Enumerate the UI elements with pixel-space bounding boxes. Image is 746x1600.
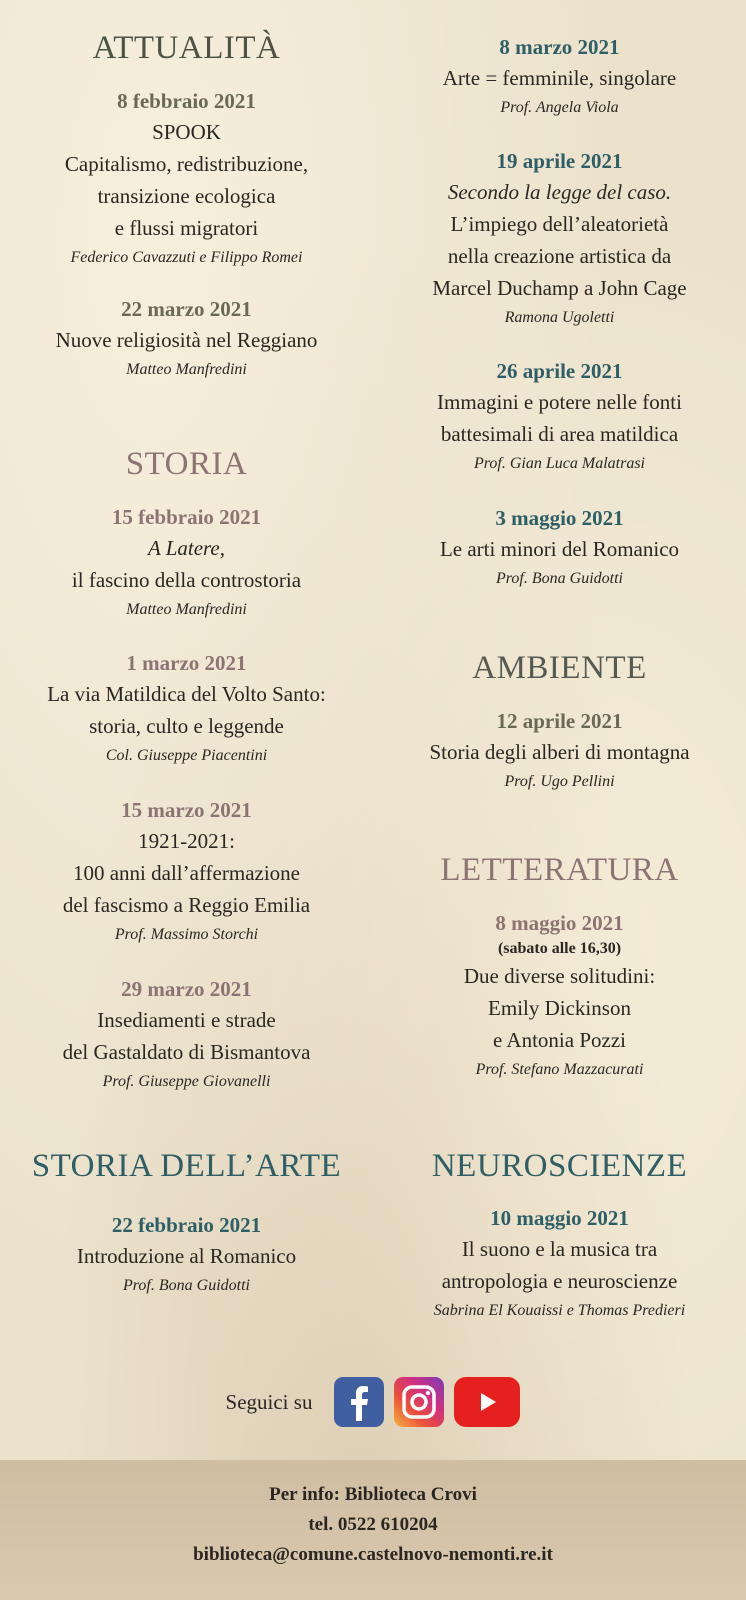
section-heading-letteratura: LETTERATURA — [440, 852, 679, 888]
event-author: Prof. Stefano Mazzacurati — [475, 1061, 644, 1078]
event-title-line: Emily Dickinson — [488, 996, 631, 1020]
section-heading-storia: STORIA — [125, 446, 248, 482]
section-heading-attualita: ATTUALITÀ — [92, 30, 281, 66]
event-author: Prof. Bona Guidotti — [123, 1277, 250, 1294]
event-title — [0, 324, 373, 356]
event-title-line: e Antonia Pozzi — [493, 1028, 626, 1052]
event-date: 29 marzo 2021 — [121, 977, 252, 1001]
event-title-line: Il suono e la musica tra — [461, 1237, 658, 1261]
event-title-line: Storia degli alberi di montagna — [429, 740, 690, 764]
event-title — [373, 386, 746, 450]
event-title-line: L’impiego dell’aleatorietà — [450, 212, 669, 236]
event-title-line: 1921-2021: — [138, 829, 235, 853]
event-date: 3 maggio 2021 — [495, 506, 624, 530]
event-note: (sabato alle 16,30) — [497, 940, 622, 957]
event-author: Prof. Giuseppe Giovanelli — [102, 1073, 271, 1090]
event-author: Prof. Ugo Pellini — [504, 773, 615, 790]
event-author: Prof. Angela Viola — [500, 99, 619, 116]
event-title-line: Arte = femminile, singolare — [442, 66, 677, 90]
event-title-line: Capitalismo, redistribuzione, — [64, 152, 309, 176]
event-title — [0, 116, 373, 244]
section-heading-neuroscienze: NEUROSCIENZE — [431, 1148, 688, 1184]
event-title-line: antropologia e neuroscienze — [441, 1269, 678, 1293]
event-date: 1 marzo 2021 — [126, 651, 247, 675]
instagram-icon[interactable] — [394, 1377, 444, 1427]
event-item — [0, 1210, 373, 1300]
facebook-icon[interactable] — [334, 1377, 384, 1427]
event-title-line: A Latere, — [148, 536, 225, 560]
event-title-line: storia, culto e leggende — [89, 714, 284, 738]
event-item — [0, 648, 373, 770]
event-date: 15 marzo 2021 — [121, 798, 252, 822]
event-author: Federico Cavazzuti e Filippo Romei — [70, 249, 303, 266]
event-title-line: 100 anni dall’affermazione — [72, 861, 300, 885]
youtube-icon[interactable] — [454, 1377, 520, 1427]
event-item — [373, 503, 746, 593]
footer-email: biblioteca@comune.castelnovo-nemonti.re.it — [193, 1544, 553, 1565]
event-title — [373, 176, 746, 304]
event-date: 8 marzo 2021 — [499, 35, 620, 59]
event-date: 26 aprile 2021 — [496, 359, 623, 383]
event-title-line: Nuove religiosità nel Reggiano — [55, 328, 318, 352]
footer-info — [0, 1460, 746, 1600]
event-date: 8 febbraio 2021 — [117, 89, 256, 113]
event-date: 8 maggio 2021 — [495, 911, 624, 935]
event-title-line: e flussi migratori — [114, 216, 259, 240]
event-author: Matteo Manfredini — [126, 361, 247, 378]
event-title-line: il fascino della controstoria — [71, 568, 302, 592]
event-date: 12 aprile 2021 — [496, 709, 623, 733]
event-item — [0, 974, 373, 1096]
event-date: 10 maggio 2021 — [490, 1206, 629, 1230]
event-title — [373, 736, 746, 768]
event-item — [0, 294, 373, 384]
footer-info-line: Per info: Biblioteca Crovi — [269, 1484, 477, 1505]
event-title — [0, 1004, 373, 1068]
event-title — [0, 1240, 373, 1272]
event-title — [373, 533, 746, 565]
section-heading-storia-arte: STORIA DELL’ARTE — [31, 1148, 342, 1184]
event-title-line: Secondo la legge del caso. — [447, 180, 672, 204]
event-title-line: del fascismo a Reggio Emilia — [62, 893, 311, 917]
event-title — [373, 960, 746, 1056]
event-date: 15 febbraio 2021 — [111, 505, 262, 529]
event-title-line: La via Matildica del Volto Santo: — [47, 682, 326, 706]
event-title — [373, 1233, 746, 1297]
event-item — [373, 146, 746, 332]
event-author: Sabrina El Kouaissi e Thomas Predieri — [433, 1302, 686, 1319]
event-title — [0, 678, 373, 742]
event-item — [373, 908, 746, 1084]
event-author: Prof. Massimo Storchi — [114, 926, 259, 943]
event-author: Ramona Ugoletti — [504, 309, 615, 326]
event-item — [373, 32, 746, 122]
event-title-line: Immagini e potere nelle fonti — [437, 390, 682, 414]
event-title-line: transizione ecologica — [97, 184, 276, 208]
event-title-line: Introduzione al Romanico — [76, 1244, 297, 1268]
social-bar — [0, 1376, 746, 1428]
event-date: 22 febbraio 2021 — [111, 1213, 262, 1237]
event-title — [0, 532, 373, 596]
event-item — [0, 502, 373, 624]
event-title — [0, 825, 373, 921]
event-author: Col. Giuseppe Piacentini — [105, 747, 268, 764]
event-title-line: Due diverse solitudini: — [463, 964, 656, 988]
event-title-line: battesimali di area matildica — [440, 422, 679, 446]
event-title-line: Insediamenti e strade — [97, 1008, 276, 1032]
event-title-line: SPOOK — [152, 120, 221, 144]
event-item — [373, 706, 746, 796]
event-author: Prof. Gian Luca Malatrasi — [474, 455, 645, 472]
event-item — [0, 86, 373, 272]
event-date: 22 marzo 2021 — [121, 297, 252, 321]
event-item — [373, 356, 746, 478]
event-title-line: nella creazione artistica da — [447, 244, 672, 268]
event-date: 19 aprile 2021 — [496, 149, 623, 173]
event-item — [0, 795, 373, 949]
footer-phone: tel. 0522 610204 — [308, 1514, 438, 1535]
event-title-line: Le arti minori del Romanico — [439, 537, 680, 561]
event-title-line: del Gastaldato di Bismantova — [62, 1040, 311, 1064]
event-author: Matteo Manfredini — [126, 601, 247, 618]
social-label: Seguici su — [225, 1389, 313, 1414]
event-author: Prof. Bona Guidotti — [496, 570, 623, 587]
event-item — [373, 1203, 746, 1325]
event-title — [373, 62, 746, 94]
section-heading-ambiente: AMBIENTE — [472, 650, 647, 686]
event-title-line: Marcel Duchamp a John Cage — [432, 276, 687, 300]
